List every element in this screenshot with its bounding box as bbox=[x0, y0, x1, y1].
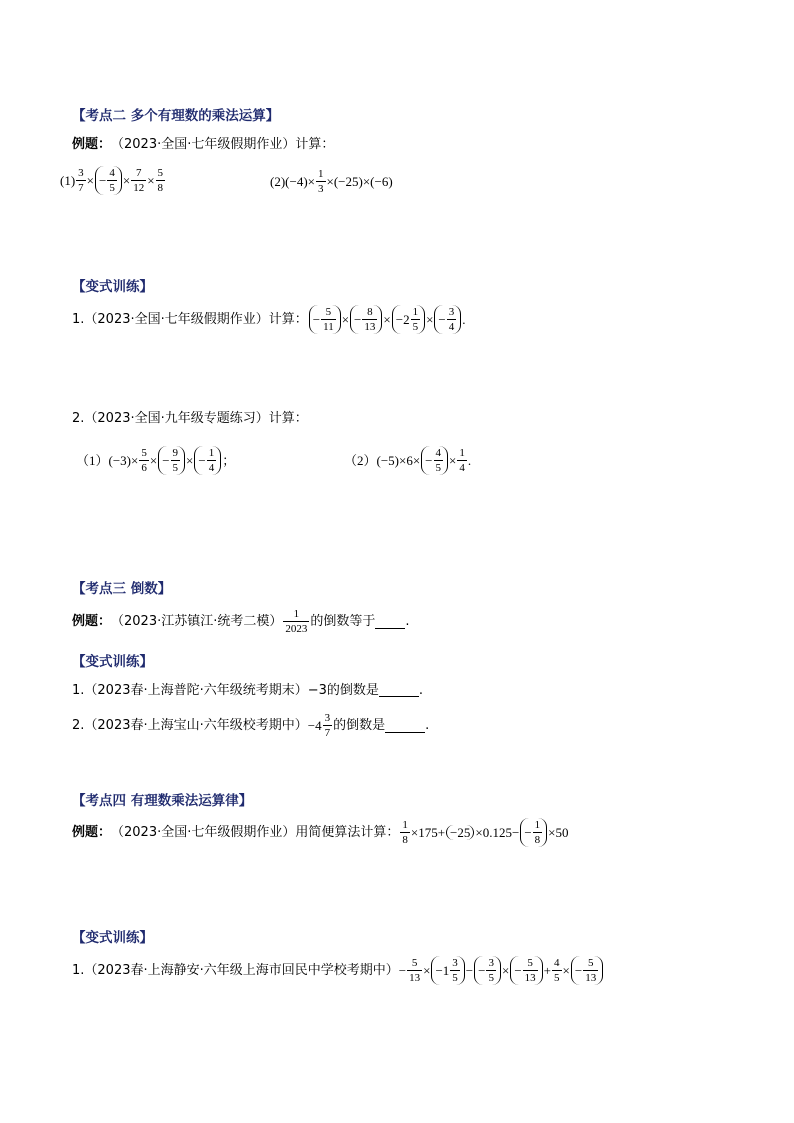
example-source: （2023·全国·七年级假期作业）用简便算法计算： bbox=[111, 825, 400, 841]
problem-source: 1.（2023春·上海静安·六年级上海市回民中学校考期中） bbox=[72, 963, 399, 979]
parenthesis-group bbox=[95, 166, 122, 195]
variant-3-problem-2: 2.（2023春·上海宝山·六年级校考期中） −4 $\frac{3}{7}$ 的倒数是 . bbox=[72, 712, 430, 740]
minus-sign: − bbox=[99, 173, 107, 189]
example-label: 例题： bbox=[72, 614, 112, 630]
problem-label: (1) bbox=[60, 173, 76, 189]
fraction: $\frac{1}{8}$ bbox=[402, 819, 408, 847]
times-sign: × bbox=[122, 173, 131, 189]
parenthesis-group: − $\frac{9}{5}$ bbox=[158, 446, 185, 475]
answer-blank[interactable] bbox=[385, 719, 425, 733]
variant-4-problem-1: 1.（2023春·上海静安·六年级上海市回民中学校考期中） − $\frac{5}{13}$ × −1 $\frac{3}{5}$ − − $\frac{3}{5}$ × − $\frac{5}{13}$ + $\frac{4}{5}$ × − $\frac{5}{13}$ bbox=[72, 956, 604, 985]
fraction: $\frac{3}{7}$ bbox=[78, 167, 84, 195]
expression-part: (−5)×6× bbox=[376, 453, 421, 469]
parenthesis-group: − $\frac{1}{8}$ bbox=[520, 818, 547, 847]
problem-label: (2) bbox=[270, 174, 286, 190]
period: . bbox=[467, 453, 472, 469]
example-line-4: 例题： （2023·全国·七年级假期作业）用简便算法计算： $\frac{1}{8}$ ×175+ −25 ×0.125− − $\frac{1}{8}$ ×50 bbox=[72, 819, 569, 847]
fraction: $\frac{1}{3}$ bbox=[318, 168, 324, 196]
fraction: $\frac{5}{6}$ bbox=[141, 447, 147, 475]
problem-source: 1.（2023·全国·七年级假期作业）计算： bbox=[72, 312, 308, 328]
variant-title-4: 【变式训练】 bbox=[72, 930, 153, 946]
times-sign: × bbox=[383, 312, 391, 328]
answer-blank[interactable] bbox=[379, 683, 419, 697]
fraction: $\frac{4}{5}$ bbox=[109, 167, 115, 195]
example-source: （2023·全国·七年级假期作业）计算： bbox=[111, 137, 335, 152]
parenthesis-group: − $\frac{5}{11}$ bbox=[309, 305, 341, 334]
variant-2-part-1: （1） (−3)× $\frac{5}{6}$ × − $\frac{9}{5}$ × − $\frac{1}{4}$ ； bbox=[76, 447, 236, 475]
example-label: 例题： bbox=[72, 137, 112, 152]
example-line-2 bbox=[72, 138, 334, 151]
section-title-2: 【考点二 多个有理数的乘法运算】 bbox=[72, 108, 280, 124]
section-title-4: 【考点四 有理数乘法运算律】 bbox=[72, 793, 253, 809]
variant-title-2: 【变式训练】 bbox=[72, 279, 153, 295]
question-text: 的倒数是 bbox=[333, 718, 386, 734]
variant-problem-1 bbox=[72, 305, 466, 334]
fraction: $\frac{5}{13}$ bbox=[409, 957, 421, 985]
expression-part: ×(−25)×(−6) bbox=[326, 174, 393, 190]
parenthesis-group: −1 $\frac{3}{5}$ bbox=[431, 956, 464, 985]
variant-problem-2 bbox=[72, 412, 308, 425]
problem-2 bbox=[270, 168, 393, 195]
expression-part: (−3)× bbox=[108, 453, 139, 469]
semicolon: ； bbox=[222, 453, 236, 469]
parenthesis-group bbox=[392, 305, 425, 334]
variant-3-problem-1: 1.（2023春·上海普陀·六年级统考期末）−3的倒数是 . bbox=[72, 682, 424, 698]
variant-title-3: 【变式训练】 bbox=[72, 654, 153, 670]
example-line-3: 例题： （2023·江苏镇江·统考二模） $\frac{1}{2023}$ 的倒数等于 . bbox=[72, 608, 410, 636]
problem-label: （2） bbox=[344, 453, 377, 469]
question-text: 的倒数等于 bbox=[310, 614, 376, 630]
fraction: $\frac{8}{13}$ bbox=[364, 306, 376, 334]
mixed-number: −2 $\frac{1}{5}$ bbox=[395, 306, 419, 334]
section-title-3: 【考点三 倒数】 bbox=[72, 581, 172, 597]
expression-part: (−4)× bbox=[285, 174, 315, 190]
example-source: （2023·江苏镇江·统考二模） bbox=[111, 614, 283, 630]
parenthesis-group: − $\frac{4}{5}$ bbox=[421, 446, 448, 475]
question-text: 1.（2023春·上海普陀·六年级统考期末）−3的倒数是 bbox=[72, 682, 379, 698]
parenthesis-group: − $\frac{3}{5}$ bbox=[474, 956, 501, 985]
parenthesis-group: − $\frac{3}{4}$ bbox=[434, 305, 461, 334]
times-sign: × bbox=[147, 173, 155, 189]
times-sign: × bbox=[426, 312, 434, 328]
variant-2-part-2: （2） (−5)×6× − $\frac{4}{5}$ × $\frac{1}{4}$ . bbox=[344, 447, 472, 475]
fraction: $\frac{5}{8}$ bbox=[157, 167, 164, 195]
parenthesis-group: − $\frac{5}{13}$ bbox=[510, 956, 542, 985]
parenthesis-group: − $\frac{1}{4}$ bbox=[194, 446, 221, 475]
problem-label: （1） bbox=[76, 453, 109, 469]
problem-1 bbox=[60, 166, 166, 195]
parenthesis-group: −25 bbox=[446, 825, 474, 840]
problem-source: 2.（2023春·上海宝山·六年级校考期中） bbox=[72, 718, 308, 734]
parenthesis-group: − $\frac{8}{13}$ bbox=[350, 305, 382, 334]
times-sign: × bbox=[86, 173, 95, 189]
period: . bbox=[462, 312, 466, 328]
fraction: $\frac{1}{2023}$ bbox=[285, 608, 308, 636]
answer-blank[interactable] bbox=[375, 615, 405, 629]
fraction: $\frac{4}{5}$ bbox=[554, 957, 560, 985]
problem-source: 2.（2023·全国·九年级专题练习）计算： bbox=[72, 411, 308, 426]
parenthesis-group: − $\frac{5}{13}$ bbox=[571, 956, 603, 985]
fraction: $\frac{1}{4}$ bbox=[459, 447, 465, 475]
times-sign: × bbox=[341, 312, 350, 328]
fraction: $\frac{3}{4}$ bbox=[448, 306, 455, 334]
fraction: $\frac{7}{12}$ bbox=[133, 167, 145, 195]
example-label: 例题： bbox=[72, 825, 112, 841]
mixed-number: −4 $\frac{3}{7}$ bbox=[307, 712, 331, 740]
fraction: $\frac{5}{11}$ bbox=[323, 306, 334, 334]
